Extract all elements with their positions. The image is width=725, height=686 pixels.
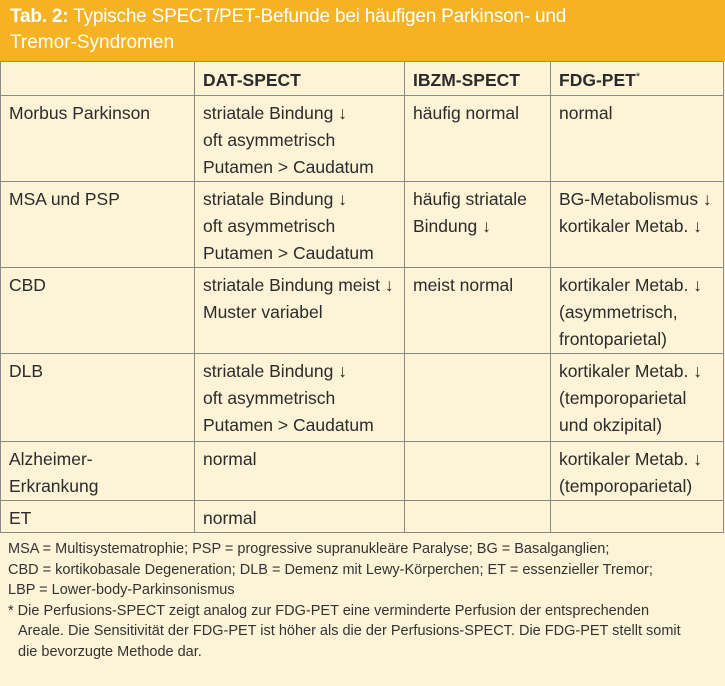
cell-text-line: Muster variabel <box>203 302 323 322</box>
fdg-pet-cell <box>551 182 724 268</box>
table-row <box>1 268 724 354</box>
table-row <box>1 182 724 268</box>
cell-text-line: DLB <box>9 361 44 381</box>
cell-text-line: oft asymmetrisch <box>203 216 336 236</box>
fdg-pet-cell <box>551 268 724 354</box>
row-label-cell <box>1 442 195 501</box>
footnote-line: LBP = Lower-body-Parkinsonismus <box>8 582 235 598</box>
cell-text-line: Bindung ↓ <box>413 216 491 236</box>
row-label-cell <box>1 354 195 442</box>
table-title-text: Typische SPECT/PET-Befunde bei häufigen Parkinson- und <box>73 6 567 27</box>
table-title-line-1 <box>10 4 715 30</box>
cell-text-line: oft asymmetrisch <box>203 388 336 408</box>
ibzm-spect-cell <box>405 501 551 533</box>
cell-text-line: ET <box>9 508 32 528</box>
cell-text-line: normal <box>559 103 613 123</box>
table-row <box>1 442 724 501</box>
fdg-pet-cell <box>551 501 724 533</box>
ibzm-spect-cell <box>405 96 551 182</box>
cell-text-line: Alzheimer- <box>9 449 93 469</box>
dat-spect-cell <box>195 268 405 354</box>
dat-spect-cell <box>195 96 405 182</box>
footnote-line: MSA = Multisystematrophie; PSP = progressive supranukleäre Paralyse; BG = Basalganglien; <box>8 541 610 557</box>
table-number-label: Tab. 2: <box>10 6 69 27</box>
header-cell-empty <box>1 62 195 96</box>
cell-text-line: Morbus Parkinson <box>9 103 151 123</box>
table-row <box>1 354 724 442</box>
cell-text-line: Putamen > Caudatum <box>203 243 374 263</box>
ibzm-spect-cell <box>405 442 551 501</box>
row-label-cell <box>1 501 195 533</box>
fdg-pet-cell <box>551 96 724 182</box>
cell-text-line: striatale Bindung meist ↓ <box>203 275 394 295</box>
cell-text-line: oft asymmetrisch <box>203 130 336 150</box>
ibzm-spect-cell <box>405 268 551 354</box>
cell-text-line: (asymmetrisch, <box>559 302 678 322</box>
table-row <box>1 96 724 182</box>
cell-text-line: kortikaler Metab. ↓ <box>559 449 702 469</box>
cell-text-line: (temporoparietal <box>559 388 687 408</box>
cell-text-line: häufig striatale <box>413 189 527 209</box>
cell-text-line: kortikaler Metab. ↓ <box>559 216 702 236</box>
fdg-pet-cell <box>551 354 724 442</box>
table-footnotes <box>8 539 708 662</box>
dat-spect-cell <box>195 354 405 442</box>
cell-text-line: kortikaler Metab. ↓ <box>559 275 702 295</box>
header-cell-ibzm-spect: IBZM-SPECT <box>405 62 551 96</box>
header-cell-dat-spect: DAT-SPECT <box>195 62 405 96</box>
dat-spect-cell <box>195 442 405 501</box>
cell-text-line: (temporoparietal) <box>559 476 693 496</box>
footnote-line: Areale. Die Sensitivität der FDG-PET ist höher als die der Perfusions-SPECT. Die FDG-PET stellt somit <box>18 623 681 639</box>
table-row <box>1 501 724 533</box>
footnote-mark: * <box>635 71 641 83</box>
dat-spect-cell <box>195 501 405 533</box>
cell-text-line: striatale Bindung ↓ <box>203 103 347 123</box>
row-label-cell <box>1 182 195 268</box>
dat-spect-cell <box>195 182 405 268</box>
cell-text-line: Erkrankung <box>9 476 99 496</box>
cell-text-line: striatale Bindung ↓ <box>203 361 347 381</box>
table-header-row <box>1 62 724 96</box>
cell-text-line: kortikaler Metab. ↓ <box>559 361 702 381</box>
cell-text-line: häufig normal <box>413 103 520 123</box>
ibzm-spect-cell <box>405 182 551 268</box>
footnote-line: CBD = kortikobasale Degeneration; DLB = Demenz mit Lewy-Körperchen; ET = essenzieller Tremor; <box>8 561 653 578</box>
row-label-cell <box>1 96 195 182</box>
footnote-line: die bevorzugte Methode dar. <box>18 643 202 660</box>
ibzm-spect-cell <box>405 354 551 442</box>
cell-text-line: MSA und PSP <box>9 189 120 209</box>
table-title-bar <box>0 0 725 61</box>
row-label-cell <box>1 268 195 354</box>
header-fdg-label: FDG-PET <box>559 70 636 90</box>
cell-text-line: Putamen > Caudatum <box>203 157 374 177</box>
cell-text-line: normal <box>203 508 257 528</box>
cell-text-line: CBD <box>9 275 46 295</box>
findings-table <box>0 61 724 533</box>
footnote-line: * Die Perfusions-SPECT zeigt analog zur FDG-PET eine verminderte Perfusion der entsprechenden <box>8 602 650 619</box>
cell-text-line: und okzipital) <box>559 415 663 435</box>
cell-text-line: striatale Bindung ↓ <box>203 189 347 209</box>
header-cell-fdg-pet <box>551 62 724 96</box>
cell-text-line: meist normal <box>413 275 514 295</box>
cell-text-line: frontoparietal) <box>559 329 667 349</box>
fdg-pet-cell <box>551 442 724 501</box>
cell-text-line: BG-Metabolismus ↓ <box>559 189 712 209</box>
cell-text-line: Putamen > Caudatum <box>203 415 374 435</box>
table-title-line-2: Tremor-Syndromen <box>10 32 175 53</box>
cell-text-line: normal <box>203 449 257 469</box>
